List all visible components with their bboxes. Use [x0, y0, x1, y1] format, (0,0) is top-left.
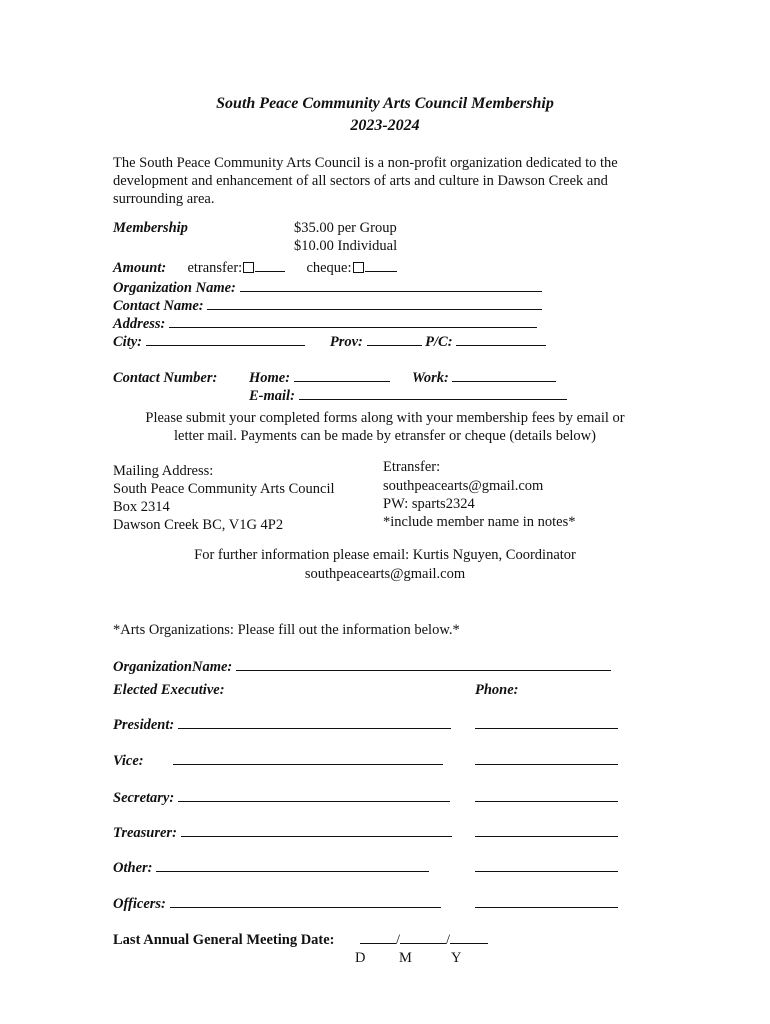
arts-orgs-note: *Arts Organizations: Please fill out the information below.* — [113, 622, 460, 638]
email-field[interactable] — [299, 387, 567, 400]
form-title: South Peace Community Arts Council Membership — [216, 95, 554, 112]
etransfer-checkbox[interactable] — [243, 262, 254, 273]
secretary-name-field[interactable] — [178, 789, 450, 802]
role-other — [113, 859, 429, 877]
vice-phone-field[interactable] — [475, 752, 618, 765]
etransfer-info-label: Etransfer: — [383, 459, 441, 475]
form-year: 2023-2024 — [350, 117, 420, 134]
work-phone-field[interactable] — [452, 369, 556, 382]
home-label: Home: — [249, 370, 291, 386]
prov-label: Prov: — [329, 334, 363, 350]
role-president — [113, 716, 451, 734]
role-label: Vice: — [113, 753, 144, 769]
president-phone-field[interactable] — [475, 716, 618, 729]
mailing-label: Mailing Address: — [113, 463, 214, 479]
etransfer-label: etransfer: — [187, 260, 243, 276]
role-label: President: — [113, 717, 175, 733]
agm-date-fields: / / — [360, 931, 488, 949]
role-officers — [113, 895, 441, 913]
agm-date-label: Last Annual General Meeting Date: — [113, 932, 335, 948]
secretary-phone-field[interactable] — [475, 789, 618, 802]
membership-group-price: $35.00 per Group — [294, 220, 397, 236]
contact-name-row — [113, 297, 542, 315]
submit-note-line-1: Please submit your completed forms along with your membership fees by email or — [145, 410, 625, 426]
address-label: Address: — [113, 316, 166, 332]
work-label: Work: — [412, 370, 449, 386]
phone-header: Phone: — [475, 682, 519, 698]
role-label: Secretary: — [113, 790, 175, 806]
treasurer-name-field[interactable] — [181, 824, 452, 837]
intro-paragraph: The South Peace Community Arts Council is a non-profit organization dedicated to the development and enhancement of all sectors of arts and culture in Dawson Creek and surrounding area. — [113, 155, 618, 207]
elected-executive-label: Elected Executive: — [113, 682, 225, 698]
org-name-label: Organization Name: — [113, 280, 236, 296]
mailing-line-2: Box 2314 — [113, 499, 170, 515]
city-row — [113, 333, 546, 351]
role-label: Officers: — [113, 896, 166, 912]
contact-name-field[interactable] — [207, 297, 542, 310]
vice-name-field[interactable] — [173, 752, 443, 765]
amount-label: Amount: — [113, 260, 167, 276]
cheque-blank[interactable] — [365, 259, 397, 272]
president-name-field[interactable] — [178, 716, 451, 729]
agm-year-caption: Y — [451, 950, 462, 966]
role-label: Other: — [113, 860, 153, 876]
amount-row — [113, 259, 397, 277]
agm-year-field[interactable] — [450, 931, 488, 944]
pc-label: P/C: — [425, 334, 453, 350]
email-row — [249, 387, 567, 405]
org-section-name-label: OrganizationName: — [113, 659, 233, 675]
contact-number-label: Contact Number: — [113, 370, 218, 386]
mailing-line-3: Dawson Creek BC, V1G 4P2 — [113, 517, 284, 533]
address-row — [113, 315, 537, 333]
other-phone-field[interactable] — [475, 859, 618, 872]
further-info-email: southpeacearts@gmail.com — [304, 566, 466, 582]
submit-note-line-2: letter mail. Payments can be made by etransfer or cheque (details below) — [174, 428, 596, 444]
agm-month-caption: M — [399, 950, 412, 966]
agm-day-caption: D — [355, 950, 366, 966]
pc-field[interactable] — [456, 333, 546, 346]
home-row — [249, 369, 390, 387]
contact-name-label: Contact Name: — [113, 298, 204, 314]
cheque-checkbox[interactable] — [353, 262, 364, 273]
role-vice — [113, 752, 443, 770]
city-label: City: — [113, 334, 142, 350]
org-section-name-row — [113, 658, 611, 676]
role-treasurer — [113, 824, 452, 842]
officers-name-field[interactable] — [170, 895, 441, 908]
role-secretary — [113, 789, 450, 807]
etransfer-info-pw: PW: sparts2324 — [383, 496, 475, 512]
officers-phone-field[interactable] — [475, 895, 618, 908]
work-row — [412, 369, 556, 387]
org-name-row — [113, 279, 542, 297]
etransfer-blank[interactable] — [255, 259, 285, 272]
agm-day-field[interactable] — [360, 931, 396, 944]
treasurer-phone-field[interactable] — [475, 824, 618, 837]
agm-month-field[interactable] — [400, 931, 446, 944]
mailing-line-1: South Peace Community Arts Council — [113, 481, 335, 497]
home-phone-field[interactable] — [294, 369, 390, 382]
role-label: Treasurer: — [113, 825, 177, 841]
address-field[interactable] — [169, 315, 537, 328]
membership-individual-price: $10.00 Individual — [294, 238, 398, 254]
org-section-name-field[interactable] — [236, 658, 611, 671]
etransfer-info-note: *include member name in notes* — [383, 514, 576, 530]
city-field[interactable] — [146, 333, 305, 346]
email-label: E-mail: — [249, 388, 295, 404]
prov-field[interactable] — [367, 333, 422, 346]
further-info-line-1: For further information please email: Kurtis Nguyen, Coordinator — [194, 547, 576, 563]
org-name-field[interactable] — [240, 279, 542, 292]
etransfer-info-email: southpeacearts@gmail.com — [383, 478, 544, 494]
other-name-field[interactable] — [156, 859, 429, 872]
cheque-label: cheque: — [306, 260, 352, 276]
membership-label: Membership — [113, 220, 188, 236]
